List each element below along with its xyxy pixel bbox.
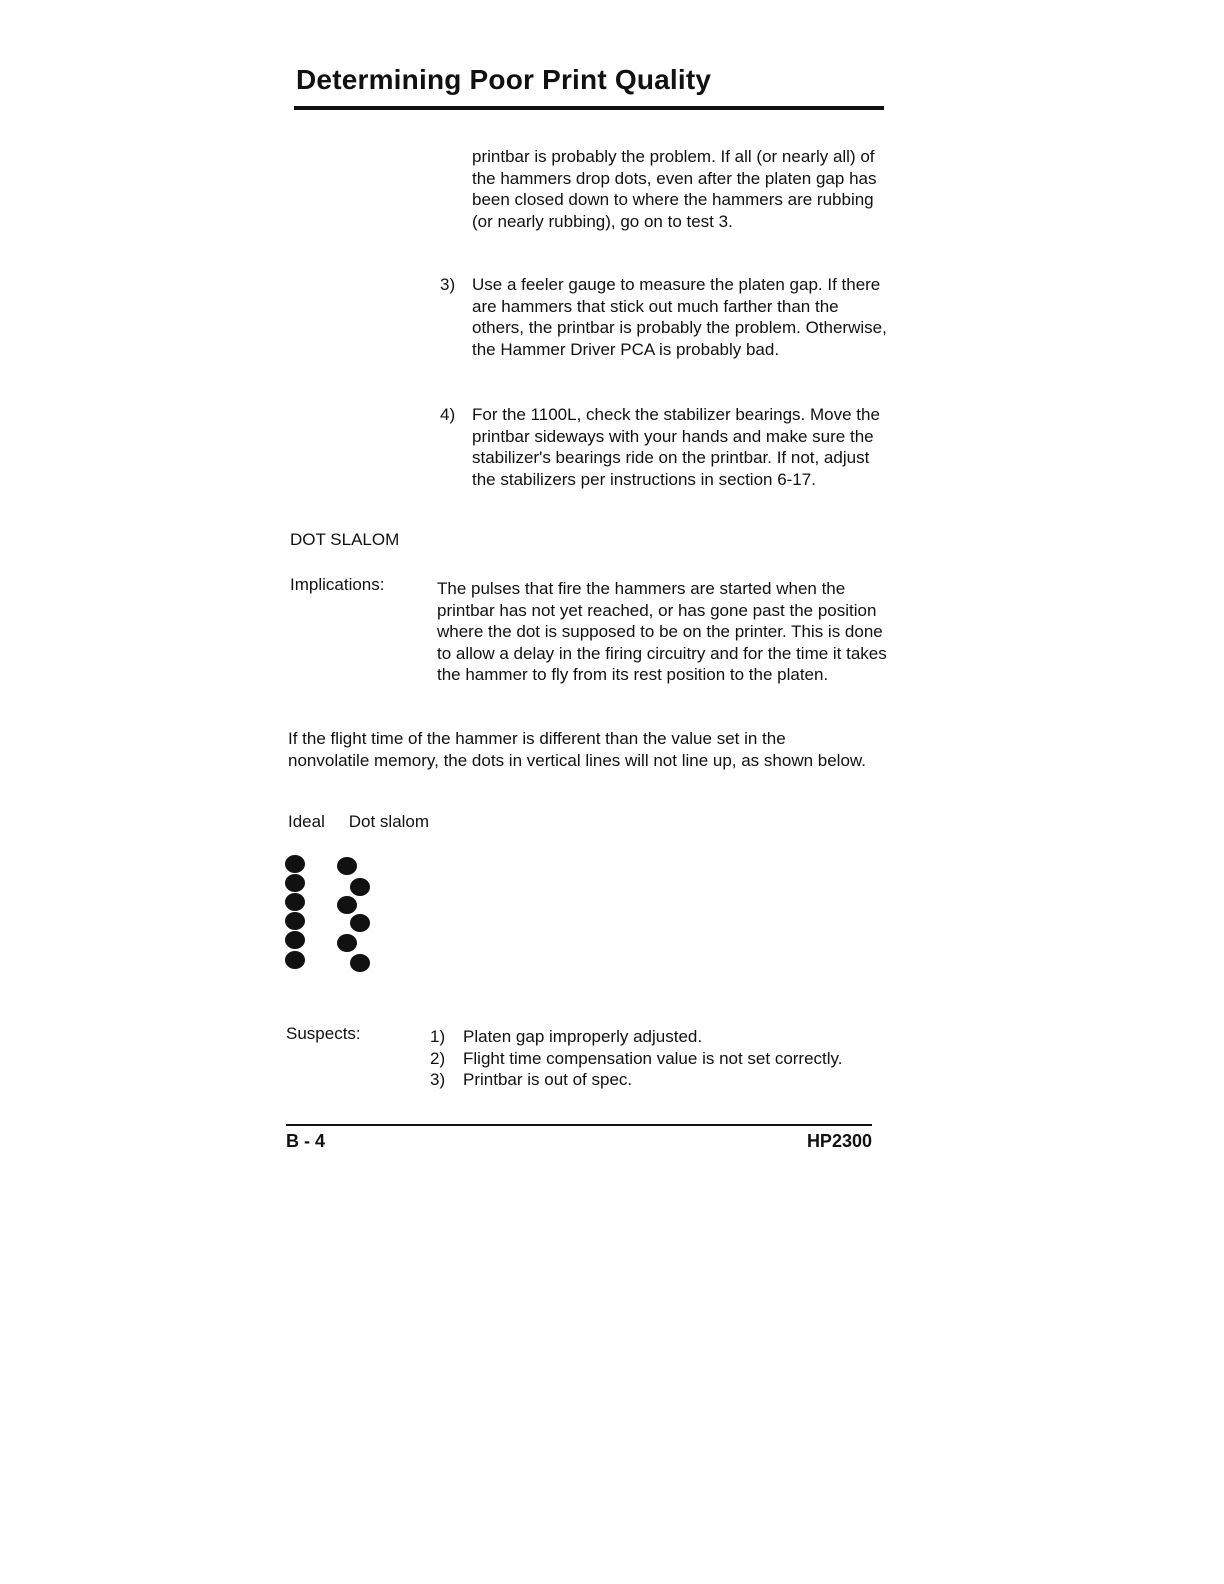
suspect-item [430,1048,890,1070]
flight-time-paragraph: If the flight time of the hammer is different than the value set in the nonvolatile memory, the dots in vertical lines will not line up, as shown below. [288,729,866,770]
page-number: B - 4 [286,1131,326,1151]
ideal-dot [285,951,305,969]
suspects-list [430,1026,890,1091]
suspect-number: 1) [430,1027,446,1046]
step-item [440,274,890,360]
suspect-item [430,1026,890,1048]
slalom-dot-column [337,857,370,972]
slalom-dot [337,896,357,914]
suspect-text: Platen gap improperly adjusted. [463,1027,703,1046]
suspect-text: Printbar is out of spec. [463,1070,633,1089]
ideal-dot-column [285,855,305,969]
implications-text: The pulses that fire the hammers are started when the printbar has not yet reached, or has gone past the position where the dot is supposed to be on the printer. This is done to allow a delay in the firing circuitry and for the time it takes the hammer to fly from its rest position to the platen. [437,579,887,684]
slalom-dot [350,878,370,896]
ideal-dot [285,912,305,930]
page-title: Determining Poor Print Quality [296,64,712,95]
ideal-dot [285,855,305,873]
ideal-dot [285,893,305,911]
slalom-dot [350,954,370,972]
model-name: HP2300 [806,1131,872,1151]
suspect-number: 3) [430,1070,446,1089]
figure-labels [288,812,429,832]
slalom-dot [337,857,357,875]
step-number: 4) [440,405,456,424]
slalom-dot [337,934,357,952]
dot-slalom-figure [280,852,390,978]
ideal-dot [285,931,305,949]
section-heading: DOT SLALOM [290,530,400,549]
ideal-dot [285,874,305,892]
suspects-label: Suspects: [286,1024,361,1043]
footer-rule [286,1124,872,1126]
step-number: 3) [440,275,456,294]
dot-slalom-label: Dot slalom [348,812,430,831]
continuation-paragraph: printbar is probably the problem. If all (or nearly all) of the hammers drop dots, even after the platen gap has been closed down to where the hammers are rubbing (or nearly rubbing), go on to test 3. [472,147,877,231]
step-item [440,404,890,490]
slalom-dot [350,914,370,932]
step-text: Use a feeler gauge to measure the platen gap. If there are hammers that stick out much farther than the others, the printbar is probably the problem. Otherwise, the Hammer Driver PCA is probably bad. [472,275,887,359]
implications-label: Implications: [290,575,385,594]
suspect-number: 2) [430,1048,446,1068]
suspect-text: Flight time compensation value is not set correctly. [463,1048,843,1068]
suspect-item [430,1069,890,1091]
title-rule [294,106,884,110]
step-text: For the 1100L, check the stabilizer bearings. Move the printbar sideways with your hands and make sure the stabilizer's bearings ride on the printbar. If not, adjust the stabilizers per instructions in section 6-17. [472,405,880,489]
ideal-label: Ideal [288,812,325,831]
